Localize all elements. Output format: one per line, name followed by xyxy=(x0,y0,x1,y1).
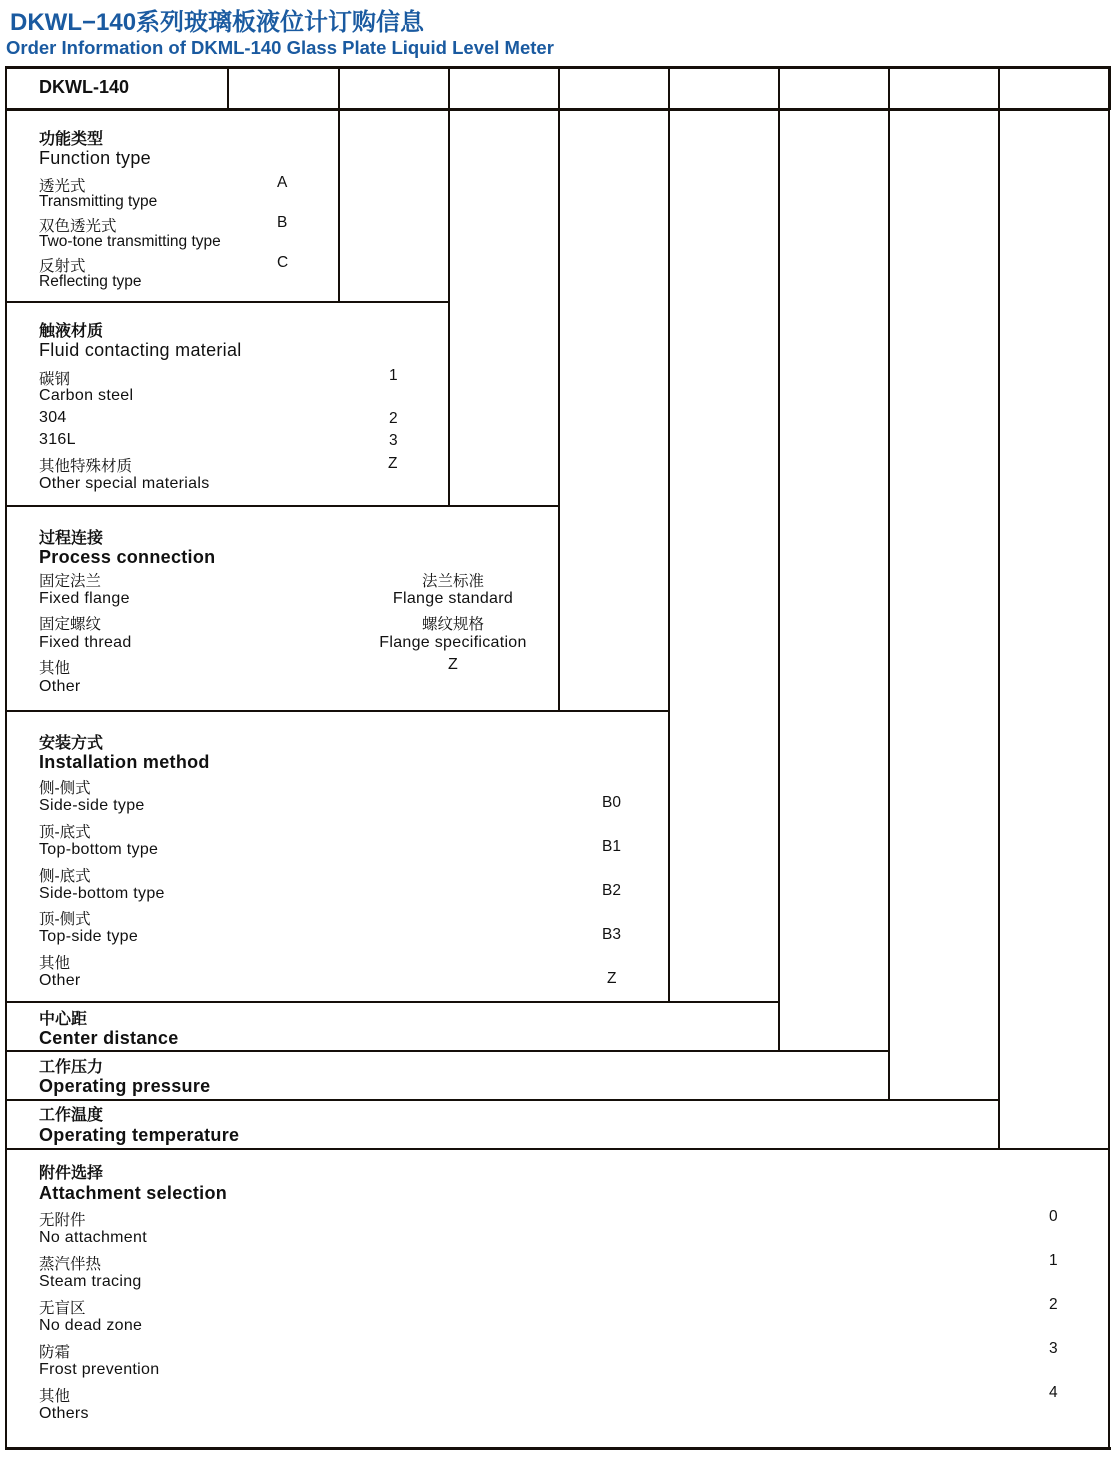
option-code: 3 xyxy=(389,432,398,449)
column-line-2 xyxy=(448,68,450,507)
table-border-bottom xyxy=(5,1447,1111,1450)
section-title-cn: 工作压力 xyxy=(39,1059,104,1076)
option-en: Side-bottom type xyxy=(39,885,165,902)
option-code: B3 xyxy=(602,926,621,943)
option-cn: 其他 xyxy=(39,1388,71,1405)
option-code: 3 xyxy=(1049,1340,1058,1357)
option-code: Z xyxy=(388,455,398,472)
column-line-6 xyxy=(888,68,890,1101)
option-label: 304 xyxy=(39,409,67,426)
section-divider-function xyxy=(6,301,450,303)
option-code: B1 xyxy=(602,838,621,855)
option-cn: 碳钢 xyxy=(39,371,71,388)
section-title-cn: 功能类型 xyxy=(39,131,104,148)
option-en: Top-bottom type xyxy=(39,841,159,858)
option-code: B2 xyxy=(602,882,621,899)
option-en: Fixed thread xyxy=(39,634,132,651)
option-cn: 顶-侧式 xyxy=(39,911,91,928)
section-divider-material xyxy=(6,505,560,507)
option-cn: 固定螺纹 xyxy=(39,616,102,633)
option-en: Others xyxy=(39,1405,89,1422)
option-cn: 其他 xyxy=(39,660,71,677)
option-cn: 固定法兰 xyxy=(39,573,102,590)
option-cn: 侧-侧式 xyxy=(39,780,91,797)
section-title-en: Attachment selection xyxy=(39,1183,228,1203)
option-code: 2 xyxy=(1049,1296,1058,1313)
option-code: 4 xyxy=(1049,1384,1058,1401)
option-code-cn: 螺纹规格 xyxy=(421,616,484,633)
column-line-1 xyxy=(338,68,340,303)
option-cn: 透光式 xyxy=(39,178,86,195)
section-divider-temperature xyxy=(6,1148,1110,1150)
section-title-en: Operating pressure xyxy=(39,1076,211,1096)
option-en: Frost prevention xyxy=(39,1361,160,1378)
section-title-cn: 触液材质 xyxy=(39,323,104,340)
option-cn: 其他特殊材质 xyxy=(39,458,133,475)
option-en: Other special materials xyxy=(39,475,210,492)
option-cn: 双色透光式 xyxy=(39,218,117,235)
option-code: 1 xyxy=(389,367,398,384)
table-border-left xyxy=(5,66,7,1450)
option-code-en: Flange specification xyxy=(379,634,527,651)
option-en: Side-side type xyxy=(39,797,145,814)
section-title-cn: 过程连接 xyxy=(39,530,104,547)
section-title-en: Center distance xyxy=(39,1028,179,1048)
page-title-en: Order Information of DKML-140 Glass Plate Liquid Level Meter xyxy=(6,37,554,58)
option-en: Other xyxy=(39,678,81,695)
option-en: Transmitting type xyxy=(39,193,158,210)
option-en: Reflecting type xyxy=(39,273,142,290)
model-code: DKWL-140 xyxy=(39,77,130,97)
column-line-4 xyxy=(668,68,670,1003)
option-code: B xyxy=(277,214,288,231)
option-en: Carbon steel xyxy=(39,387,134,404)
option-cn: 其他 xyxy=(39,955,71,972)
column-line-8 xyxy=(1108,108,1110,1150)
column-line-7 xyxy=(998,68,1000,1150)
option-en: Other xyxy=(39,972,81,989)
column-line-5 xyxy=(778,68,780,1052)
option-code: C xyxy=(277,254,289,271)
option-code: 2 xyxy=(389,410,398,427)
section-title-en: Process connection xyxy=(39,547,216,567)
option-en: Two-tone transmitting type xyxy=(39,233,221,250)
option-code-en: Flange standard xyxy=(392,590,514,607)
section-divider-process xyxy=(6,710,670,712)
table-border-right-top xyxy=(1108,66,1111,110)
column-line-3 xyxy=(558,68,560,712)
option-code: 1 xyxy=(1049,1252,1058,1269)
section-title-en: Operating temperature xyxy=(39,1125,240,1145)
section-title-en: Fluid contacting material xyxy=(39,340,242,360)
option-code: A xyxy=(277,174,288,191)
option-cn: 蒸汽伴热 xyxy=(39,1256,102,1273)
option-label: 316L xyxy=(39,431,76,448)
option-cn: 顶-底式 xyxy=(39,824,91,841)
option-en: Steam tracing xyxy=(39,1273,142,1290)
table-border-right-bottom xyxy=(1108,1148,1110,1449)
option-code: Z xyxy=(607,970,617,987)
section-title-en: Installation method xyxy=(39,752,210,772)
option-cn: 无附件 xyxy=(39,1212,86,1229)
option-en: Top-side type xyxy=(39,928,139,945)
option-en: Fixed flange xyxy=(39,590,130,607)
option-code: B0 xyxy=(602,794,621,811)
option-cn: 反射式 xyxy=(39,258,86,275)
section-title-cn: 安装方式 xyxy=(39,735,104,752)
section-title-cn: 附件选择 xyxy=(39,1165,104,1182)
option-code-cn: 法兰标准 xyxy=(421,573,484,590)
option-cn: 侧-底式 xyxy=(39,868,91,885)
option-cn: 无盲区 xyxy=(39,1300,86,1317)
section-title-cn: 中心距 xyxy=(39,1011,88,1028)
option-code: Z xyxy=(447,656,459,673)
option-en: No dead zone xyxy=(39,1317,143,1334)
section-title-en: Function type xyxy=(39,148,151,168)
section-title-cn: 工作温度 xyxy=(39,1107,104,1124)
section-divider-pressure xyxy=(6,1099,1000,1101)
option-en: No attachment xyxy=(39,1229,147,1246)
option-cn: 防霜 xyxy=(39,1344,71,1361)
section-divider-center xyxy=(6,1050,890,1052)
header-divider xyxy=(227,68,229,110)
option-code: 0 xyxy=(1049,1208,1058,1225)
section-divider-installation xyxy=(6,1001,780,1003)
page-title-cn: DKWL−140系列玻璃板液位计订购信息 xyxy=(10,9,425,36)
